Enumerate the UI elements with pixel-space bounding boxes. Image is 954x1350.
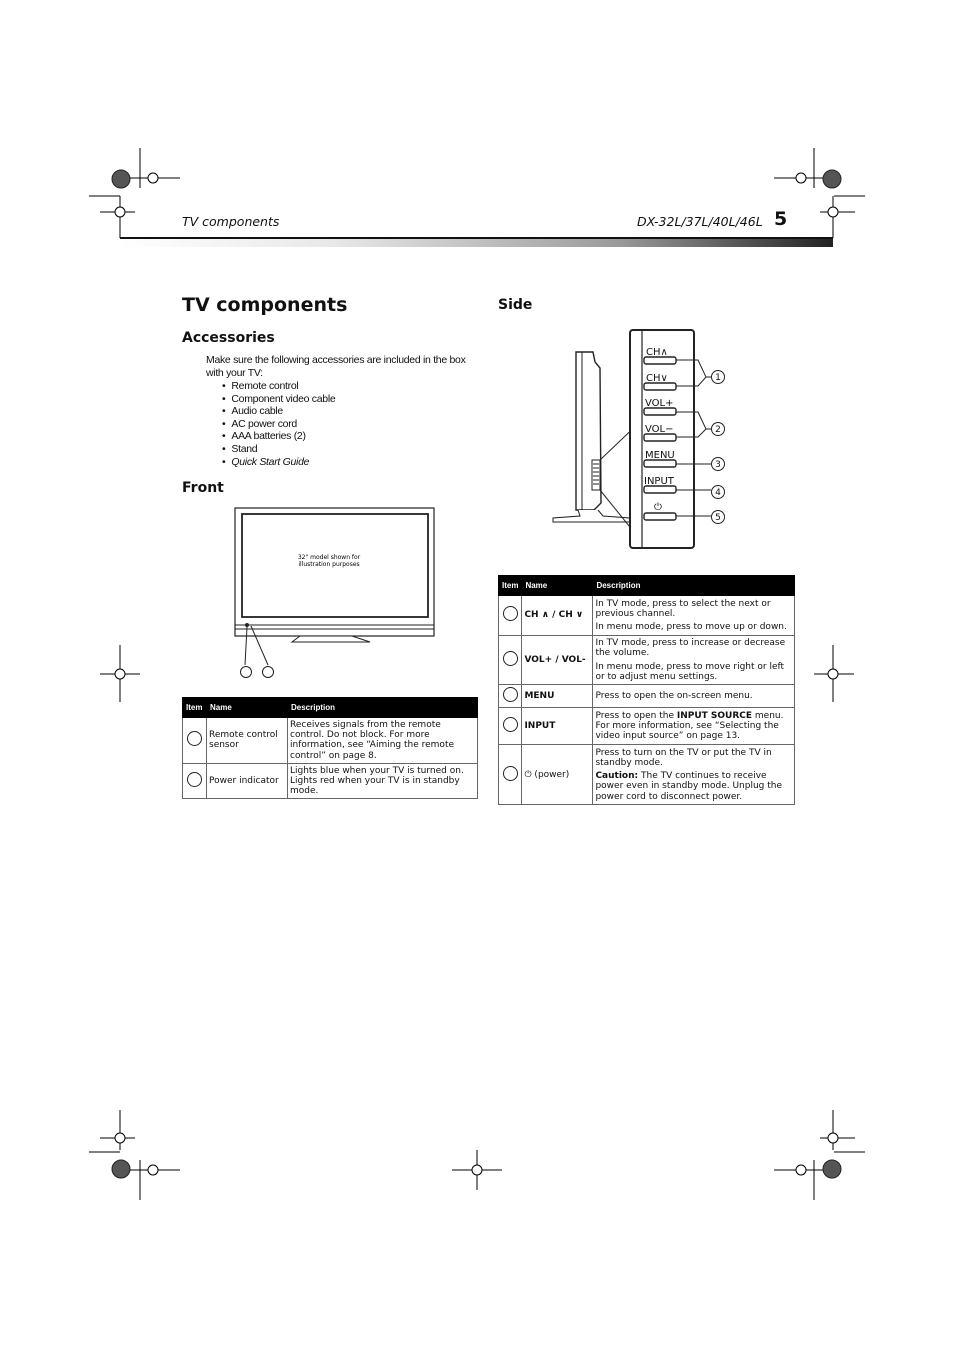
table-cell-name: ⏻ (power) [522, 745, 593, 805]
callout-number: 3 [715, 460, 721, 470]
front-components-table [182, 697, 478, 799]
power-icon: ⏻ [654, 502, 662, 513]
table-cell-description: In TV mode, press to increase or decrease the volume. In menu mode, press to move right or left or to adjust menu settings. [593, 636, 795, 685]
callout-number: 2 [715, 425, 721, 435]
table-cell-description: Press to open the INPUT SOURCE menu. For more information, see “Selecting the video input source” on page 13. [593, 708, 795, 745]
table-header-row [183, 698, 478, 718]
side-components-table [498, 575, 795, 805]
button-label-vol-down: VOL− [645, 424, 674, 435]
button-label-ch-up: CH∧ [646, 347, 668, 358]
table-row [499, 745, 795, 805]
callout-number: 5 [715, 513, 721, 523]
list-item: • Remote control [222, 380, 335, 393]
accessories-list [222, 380, 335, 468]
accessories-intro: Make sure the following accessories are included in the box with your TV: [206, 354, 466, 379]
list-item: • Quick Start Guide [222, 456, 335, 469]
table-cell-description: Lights blue when your TV is turned on. Lights red when your TV is in standby mode. [288, 763, 478, 799]
table-row [499, 685, 795, 708]
table-row [183, 718, 478, 764]
table-cell-name: CH ∧ / CH ∨ [522, 596, 593, 636]
button-label-menu: MENU [645, 450, 675, 461]
item-number-circle [503, 766, 518, 781]
item-number-circle [503, 606, 518, 621]
page-title: TV components [182, 294, 348, 316]
page-number: 5 [774, 208, 788, 230]
list-item: • Component video cable [222, 393, 335, 406]
list-item: • AAA batteries (2) [222, 430, 335, 443]
list-item: • AC power cord [222, 418, 335, 431]
item-number-circle [503, 651, 518, 666]
table-cell-description: In TV mode, press to select the next or previous channel. In menu mode, press to move up or down. [593, 596, 795, 636]
column-header: Item [183, 698, 207, 718]
side-heading: Side [498, 297, 533, 313]
button-label-input: INPUT [644, 476, 674, 487]
running-header-section: TV components [182, 214, 280, 229]
illustration-note: illustration purposes [298, 561, 360, 568]
tv-side-illustration [548, 328, 738, 556]
header-line [120, 237, 833, 239]
table-cell-description: Receives signals from the remote control. Do not block. For more information, see “Aiming the remote control” on page 8. [288, 718, 478, 764]
item-number-circle [503, 687, 518, 702]
column-header: Name [207, 698, 288, 718]
running-header-model: DX-32L/37L/40L/46L [637, 214, 763, 229]
illustration-note: 32" model shown for [297, 554, 361, 561]
list-item: • Stand [222, 443, 335, 456]
item-number-circle [503, 717, 518, 732]
column-header: Description [593, 576, 795, 596]
item-number-circle [187, 772, 202, 787]
button-label-vol-up: VOL+ [645, 398, 674, 409]
accessories-heading: Accessories [182, 330, 275, 346]
table-cell-name: Power indicator [207, 763, 288, 799]
table-row [499, 708, 795, 745]
callout-number: 4 [715, 488, 721, 498]
callout-circle [241, 667, 252, 678]
table-cell-description: Press to turn on the TV or put the TV in standby mode. Caution: The TV continues to receive power even in standby mode. Unplug the power cord to disconnect power. [593, 745, 795, 805]
callout-number: 1 [715, 373, 721, 383]
item-number-circle [187, 731, 202, 746]
table-cell-description: Press to open the on-screen menu. [593, 685, 795, 708]
table-cell-name: INPUT [522, 708, 593, 745]
column-header: Item [499, 576, 522, 596]
tv-front-illustration [230, 505, 440, 680]
table-row [183, 763, 478, 799]
table-header-row [499, 576, 795, 596]
list-item: • Audio cable [222, 405, 335, 418]
table-cell-name: Remote control sensor [207, 718, 288, 764]
column-header: Name [522, 576, 593, 596]
button-label-ch-down: CH∨ [646, 373, 668, 384]
front-heading: Front [182, 480, 224, 496]
callout-circle [263, 667, 274, 678]
table-cell-name: MENU [522, 685, 593, 708]
table-cell-name: VOL+ / VOL- [522, 636, 593, 685]
table-row [499, 636, 795, 685]
table-row [499, 596, 795, 636]
column-header: Description [288, 698, 478, 718]
